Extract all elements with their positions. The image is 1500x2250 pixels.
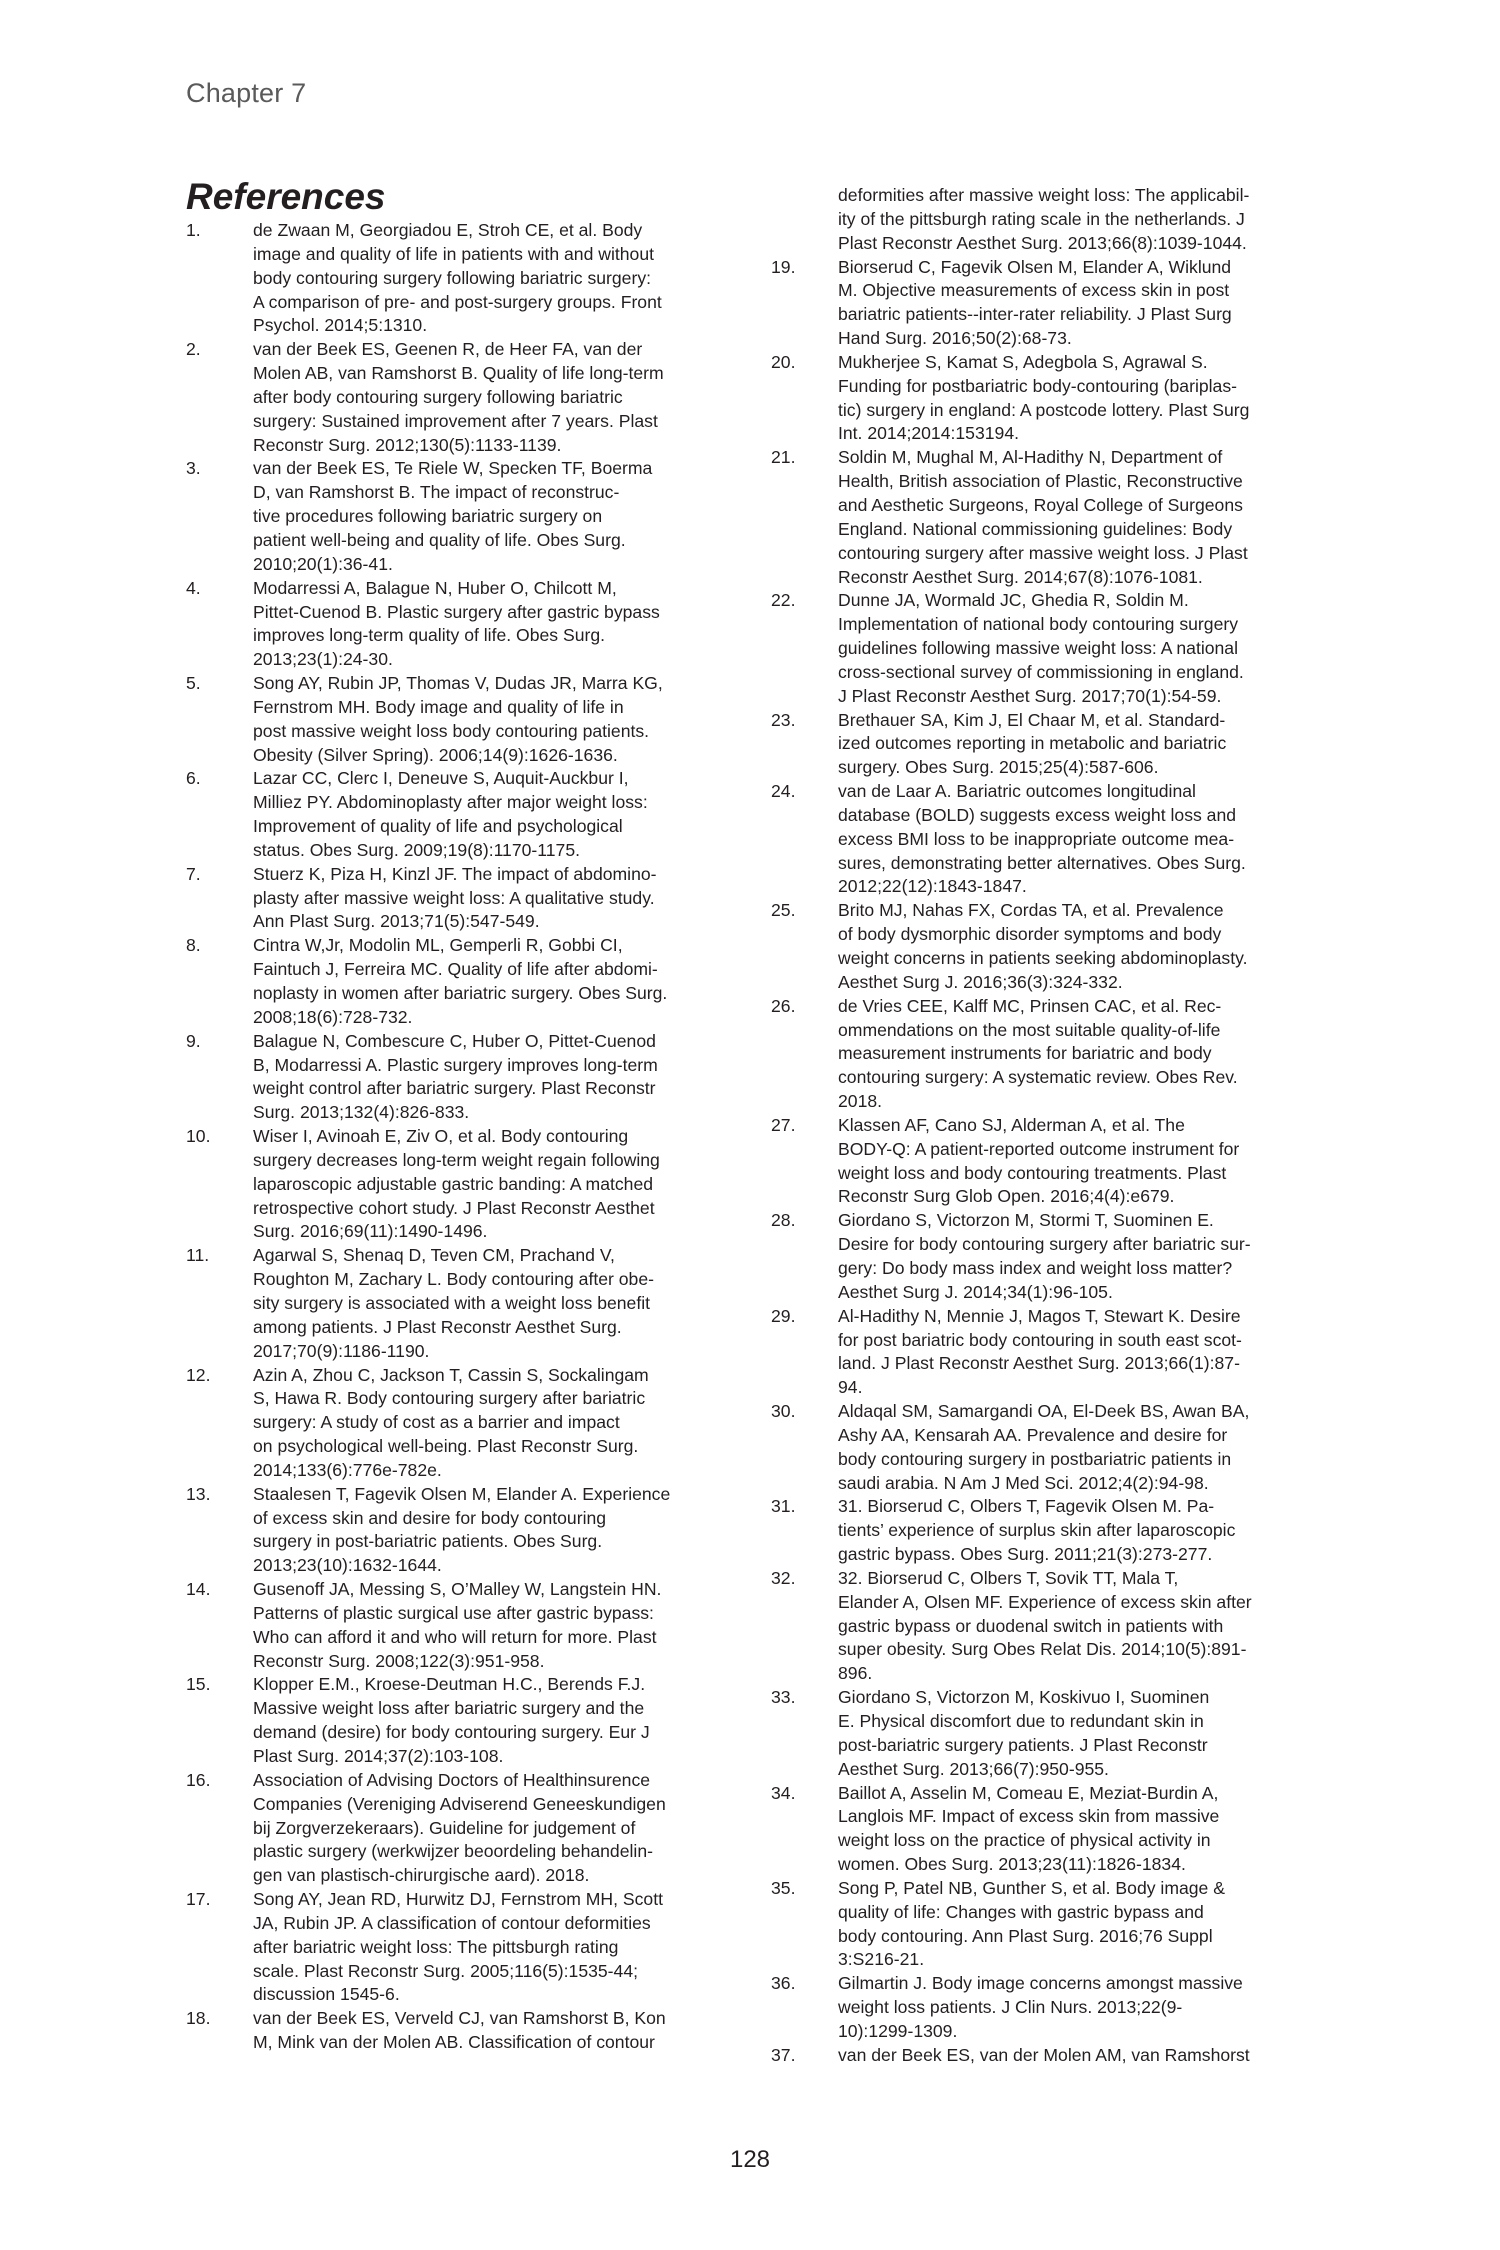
references-left-column [186,219,746,2055]
reference-text-line: Pittet-Cuenod B. Plastic surgery after gastric bypass [253,601,660,622]
reference-text-line: surgery in post-bariatric patients. Obes Surg. [253,1531,603,1552]
reference-text-line: Reconstr Aesthet Surg. 2014;67(8):1076-1081. [838,566,1203,587]
reference-entry [186,577,746,672]
reference-text-line: Reconstr Surg Glob Open. 2016;4(4):e679. [838,1186,1175,1207]
reference-entry [186,1244,746,1363]
reference-text-line: Int. 2014;2014:153194. [838,423,1019,444]
reference-text-line: contouring surgery: A systematic review. Obes Rev. [838,1067,1238,1088]
reference-text-line: super obesity. Surg Obes Relat Dis. 2014;10(5):891- [838,1639,1247,1660]
reference-entry [186,1769,746,1888]
reference-text-line: E. Physical discomfort due to redundant skin in [838,1711,1204,1731]
reference-entry [771,2044,1331,2068]
reference-text-line: status. Obes Surg. 2009;19(8):1170-1175. [253,839,580,860]
reference-text-line: noplasty in women after bariatric surgery. Obes Surg. [253,983,668,1003]
reference-number: 15. [186,1674,211,1695]
reference-text-line: quality of life: Changes with gastric bypass and [838,1901,1204,1922]
reference-number: 19. [771,256,796,277]
reference-text-line: tic) surgery in england: A postcode lottery. Plast Surg [838,399,1250,420]
reference-text-line: Association of Advising Doctors of Healthinsurence [253,1769,651,1790]
reference-number: 36. [771,1973,796,1994]
reference-text-line: J Plast Reconstr Aesthet Surg. 2017;70(1):54-59. [838,685,1222,706]
reference-number: 2. [186,339,201,360]
reference-entry [771,1400,1331,1495]
reference-text-line: Al-Hadithy N, Mennie J, Magos T, Stewart K. Desire [838,1305,1241,1326]
reference-number: 17. [186,1889,211,1910]
reference-number: 10. [186,1126,211,1147]
reference-text-line: Stuerz K, Piza H, Kinzl JF. The impact of abdomino- [253,863,657,884]
reference-entry [771,899,1331,994]
reference-number: 26. [771,995,796,1016]
reference-text-line: after bariatric weight loss: The pittsburgh rating [253,1936,619,1957]
reference-text-line: bij Zorgverzekeraars). Guideline for judgement of [253,1817,636,1838]
reference-number: 37. [771,2044,796,2065]
reference-number: 3. [186,458,201,479]
reference-text-line: van der Beek ES, van der Molen AM, van Ramshorst [838,2044,1250,2065]
reference-text-line: Plast Reconstr Aesthet Surg. 2013;66(8):1039-1044. [838,232,1247,253]
reference-text-line: Staalesen T, Fagevik Olsen M, Elander A. Experience [253,1483,671,1504]
reference-text-line: Gilmartin J. Body image concerns amongst massive [838,1973,1243,1994]
reference-text-line: image and quality of life in patients with and without [253,243,654,264]
reference-text-line: 2017;70(9):1186-1190. [253,1340,430,1361]
reference-text-line: Klassen AF, Cano SJ, Alderman A, et al. The [838,1114,1185,1135]
reference-text-line: surgery: Sustained improvement after 7 years. Plast [253,410,658,431]
reference-text-line: sity surgery is associated with a weight loss benefit [253,1292,651,1313]
reference-entry [771,1686,1331,1781]
reference-text-line: Faintuch J, Ferreira MC. Quality of life after abdomi- [253,959,658,980]
reference-text-line: Langlois MF. Impact of excess skin from massive [838,1806,1220,1827]
reference-text-line: 31. Biorserud C, Olbers T, Fagevik Olsen M. Pa- [838,1496,1215,1517]
reference-entry [186,457,746,576]
reference-text-line: excess BMI loss to be inappropriate outcome mea- [838,828,1235,849]
reference-text-line: S, Hawa R. Body contouring surgery after bariatric [253,1388,646,1409]
reference-number: 9. [186,1030,201,1051]
reference-text-line: plastic surgery (werkwijzer beoordeling behandelin- [253,1841,653,1862]
reference-text-line: Fernstrom MH. Body image and quality of life in [253,696,624,717]
reference-number: 23. [771,709,796,730]
reference-text-line: discussion 1545-6. [253,1984,400,2005]
reference-text-line: 896. [838,1663,873,1684]
reference-text-line: weight loss on the practice of physical activity in [838,1830,1211,1851]
reference-text-line: Baillot A, Asselin M, Comeau E, Meziat-Burdin A, [838,1782,1219,1803]
reference-text-line: women. Obes Surg. 2013;23(11):1826-1834. [838,1854,1186,1875]
reference-text-line: Modarressi A, Balague N, Huber O, Chilcott M, [253,577,617,598]
reference-entry [186,1578,746,1673]
reference-number: 34. [771,1782,796,1803]
reference-text-line: Patterns of plastic surgical use after gastric bypass: [253,1602,654,1623]
reference-text-line: Companies (Vereniging Adviserend Geneeskundigen [253,1793,666,1814]
reference-text-line: gen van plastisch-chirurgische aard). 2018. [253,1865,590,1886]
reference-text-line: Azin A, Zhou C, Jackson T, Cassin S, Sockalingam [253,1364,649,1385]
reference-text-line: 32. Biorserud C, Olbers T, Sovik TT, Mala T, [838,1567,1179,1588]
reference-text-line: B, Modarressi A. Plastic surgery improves long-term [253,1054,658,1075]
reference-entry [771,1567,1331,1686]
reference-text-line: measurement instruments for bariatric and body [838,1043,1212,1064]
reference-text-line: body contouring. Ann Plast Surg. 2016;76 Suppl [838,1925,1213,1946]
reference-entry [771,184,1331,256]
reference-text-line: Surg. 2016;69(11):1490-1496. [253,1221,488,1242]
reference-number: 13. [186,1483,211,1504]
reference-number: 8. [186,935,201,956]
reference-text-line: deformities after massive weight loss: The applicabil- [838,185,1250,205]
reference-text-line: after body contouring surgery following bariatric [253,386,623,407]
reference-text-line: of excess skin and desire for body contouring [253,1507,607,1528]
reference-text-line: surgery decreases long-term weight regain following [253,1149,660,1170]
reference-text-line: sures, demonstrating better alternatives. Obes Surg. [838,852,1246,873]
reference-text-line: Funding for postbariatric body-contouring (bariplas- [838,375,1237,396]
reference-entry [186,1888,746,2007]
reference-entry [771,1972,1331,2044]
reference-text-line: Song P, Patel NB, Gunther S, et al. Body image & [838,1877,1225,1898]
reference-number: 14. [186,1579,211,1600]
reference-entry [186,767,746,862]
reference-text-line: body contouring surgery in postbariatric patients in [838,1448,1232,1469]
reference-text-line: 2013;23(10):1632-1644. [253,1555,442,1576]
reference-text-line: Reconstr Surg. 2008;122(3):951-958. [253,1650,545,1671]
reference-text-line: weight loss patients. J Clin Nurs. 2013;22(9- [838,1997,1183,2018]
reference-number: 18. [186,2008,211,2029]
reference-text-line: Roughton M, Zachary L. Body contouring after obe- [253,1269,654,1290]
reference-text-line: D, van Ramshorst B. The impact of reconstruc- [253,482,620,503]
reference-text-line: bariatric patients--inter-rater reliability. J Plast Surg [838,304,1232,325]
reference-text-line: 2008;18(6):728-732. [253,1006,413,1027]
reference-text-line: M, Mink van der Molen AB. Classification of contour [253,2032,655,2053]
reference-text-line: van der Beek ES, Te Riele W, Specken TF, Boerma [253,458,653,479]
reference-entry [186,2007,746,2055]
reference-number: 31. [771,1496,796,1517]
reference-text-line: saudi arabia. N Am J Med Sci. 2012;4(2):94-98. [838,1472,1209,1493]
reference-entry [186,1030,746,1125]
reference-number: 33. [771,1687,796,1708]
reference-text-line: de Vries CEE, Kalff MC, Prinsen CAC, et al. Rec- [838,995,1222,1016]
reference-text-line: laparoscopic adjustable gastric banding: A matched [253,1173,654,1194]
reference-text-line: Cintra W,Jr, Modolin ML, Gemperli R, Gobbi CI, [253,935,623,956]
reference-text-line: Milliez PY. Abdominoplasty after major weight loss: [253,792,648,813]
reference-text-line: gastric bypass or duodenal switch in patients with [838,1615,1224,1636]
reference-text-line: improves long-term quality of life. Obes Surg. [253,625,606,646]
reference-entry [771,1877,1331,1972]
reference-text-line: Song AY, Jean RD, Hurwitz DJ, Fernstrom MH, Scott [253,1889,663,1910]
reference-text-line: body contouring surgery following bariatric surgery: [253,267,652,288]
reference-entry [771,589,1331,708]
reference-text-line: ity of the pittsburgh rating scale in the netherlands. J [838,208,1245,229]
reference-number: 22. [771,590,796,611]
reference-text-line: plasty after massive weight loss: A qualitative study. [253,887,655,908]
reference-entry [771,995,1331,1114]
references-heading: References [186,176,386,217]
reference-number: 28. [771,1210,796,1231]
reference-text-line: contouring surgery after massive weight loss. J Plast [838,542,1248,563]
reference-text-line: van der Beek ES, Verveld CJ, van Ramshorst B, Kon [253,2008,666,2029]
reference-text-line: retrospective cohort study. J Plast Reconstr Aesthet [253,1197,655,1218]
reference-text-line: on psychological well-being. Plast Reconstr Surg. [253,1436,639,1457]
reference-number: 29. [771,1305,796,1326]
reference-text-line: Brito MJ, Nahas FX, Cordas TA, et al. Prevalence [838,900,1224,921]
reference-entry [771,780,1331,899]
reference-number: 32. [771,1567,796,1588]
reference-entry [186,1483,746,1578]
reference-entry [186,1673,746,1768]
reference-number: 12. [186,1364,211,1385]
reference-entry [771,256,1331,351]
reference-text-line: van der Beek ES, Geenen R, de Heer FA, van der [253,339,643,360]
reference-text-line: land. J Plast Reconstr Aesthet Surg. 2013;66(1):87- [838,1353,1240,1374]
reference-text-line: guidelines following massive weight loss: A national [838,638,1238,659]
reference-entry [771,1305,1331,1400]
reference-text-line: 2014;133(6):776e-782e. [253,1459,442,1480]
reference-text-line: weight loss and body contouring treatments. Plast [838,1162,1227,1183]
reference-text-line: 2012;22(12):1843-1847. [838,876,1027,897]
reference-entry [186,219,746,338]
reference-text-line: Aesthet Surg J. 2016;36(3):324-332. [838,971,1123,992]
reference-number: 7. [186,863,201,884]
reference-text-line: cross-sectional survey of commissioning in england. [838,661,1244,682]
reference-text-line: Ashy AA, Kensarah AA. Prevalence and desire for [838,1424,1228,1445]
reference-number: 5. [186,673,201,694]
reference-number: 4. [186,577,201,598]
reference-text-line: gastric bypass. Obes Surg. 2011;21(3):273-277. [838,1544,1213,1565]
reference-text-line: surgery: A study of cost as a barrier and impact [253,1412,620,1433]
reference-entry [771,446,1331,589]
reference-text-line: Massive weight loss after bariatric surgery and the [253,1698,645,1719]
reference-number: 21. [771,447,796,468]
reference-text-line: Soldin M, Mughal M, Al-Hadithy N, Department of [838,447,1223,468]
reference-text-line: patient well-being and quality of life. Obes Surg. [253,529,626,550]
reference-text-line: Giordano S, Victorzon M, Stormi T, Suominen E. [838,1210,1214,1231]
reference-number: 20. [771,351,796,372]
reference-number: 24. [771,781,796,802]
page-number: 128 [729,2146,771,2173]
reference-text-line: Lazar CC, Clerc I, Deneuve S, Auquit-Auckbur I, [253,768,629,789]
reference-text-line: A comparison of pre- and post-surgery groups. Front [253,291,662,312]
reference-text-line: 2010;20(1):36-41. [253,553,393,574]
reference-number: 30. [771,1401,796,1422]
reference-text-line: England. National commissioning guidelines: Body [838,518,1233,539]
reference-text-line: scale. Plast Reconstr Surg. 2005;116(5):1535-44; [253,1960,639,1981]
reference-text-line: ized outcomes reporting in metabolic and bariatric [838,733,1227,754]
reference-text-line: tients’ experience of surplus skin after laparoscopic [838,1520,1236,1541]
references-right-column [771,184,1331,2068]
reference-text-line: demand (desire) for body contouring surgery. Eur J [253,1722,650,1743]
chapter-header: Chapter 7 [186,78,307,108]
reference-text-line: 2013;23(1):24-30. [253,649,393,670]
reference-text-line: Implementation of national body contouring surgery [838,614,1239,635]
reference-number: 27. [771,1114,796,1135]
reference-text-line: Song AY, Rubin JP, Thomas V, Dudas JR, Marra KG, [253,673,663,694]
reference-text-line: of body dysmorphic disorder symptoms and body [838,924,1222,945]
reference-entry [186,1364,746,1483]
reference-entry [186,1125,746,1244]
reference-text-line: among patients. J Plast Reconstr Aesthet Surg. [253,1316,622,1337]
reference-text-line: surgery. Obes Surg. 2015;25(4):587-606. [838,757,1159,778]
reference-number: 25. [771,900,796,921]
reference-text-line: van de Laar A. Bariatric outcomes longitudinal [838,781,1196,802]
reference-text-line: Brethauer SA, Kim J, El Chaar M, et al. Standard- [838,709,1226,730]
reference-text-line: Mukherjee S, Kamat S, Adegbola S, Agrawal S. [838,351,1208,372]
reference-text-line: weight control after bariatric surgery. Plast Reconstr [253,1078,656,1099]
reference-text-line: and Aesthetic Surgeons, Royal College of Surgeons [838,494,1243,515]
reference-text-line: weight concerns in patients seeking abdominoplasty. [838,948,1248,968]
reference-text-line: 10):1299-1309. [838,2020,958,2041]
reference-entry [771,709,1331,781]
reference-text-line: 3:S216-21. [838,1949,925,1970]
reference-text-line: Elander A, Olsen MF. Experience of excess skin after [838,1591,1252,1612]
reference-text-line: Surg. 2013;132(4):826-833. [253,1102,470,1123]
reference-entry [771,1114,1331,1209]
reference-entry [771,351,1331,446]
reference-text-line: JA, Rubin JP. A classification of contour deformities [253,1912,651,1933]
reference-text-line: Gusenoff JA, Messing S, O’Malley W, Langstein HN. [253,1579,662,1600]
reference-entry [771,1782,1331,1877]
reference-text-line: Biorserud C, Fagevik Olsen M, Elander A, Wiklund [838,256,1232,277]
reference-number: 1. [186,220,201,240]
reference-text-line: Aesthet Surg. 2013;66(7):950-955. [838,1758,1109,1779]
reference-text-line: database (BOLD) suggests excess weight loss and [838,804,1237,825]
reference-text-line: Plast Surg. 2014;37(2):103-108. [253,1746,504,1766]
reference-text-line: gery: Do body mass index and weight loss matter? [838,1257,1233,1278]
reference-entry [186,338,746,457]
reference-text-line: 2018. [838,1091,883,1112]
reference-text-line: Klopper E.M., Kroese-Deutman H.C., Berends F.J. [253,1674,646,1695]
reference-text-line: post massive weight loss body contouring patients. [253,720,650,741]
reference-text-line: Hand Surg. 2016;50(2):68-73. [838,328,1072,349]
reference-text-line: for post bariatric body contouring in south east scot- [838,1329,1242,1350]
reference-entry [186,672,746,767]
reference-number: 16. [186,1769,211,1790]
reference-text-line: Desire for body contouring surgery after bariatric sur- [838,1234,1251,1255]
reference-text-line: Health, British association of Plastic, Reconstructive [838,471,1243,492]
reference-text-line: Wiser I, Avinoah E, Ziv O, et al. Body contouring [253,1126,629,1147]
reference-text-line: 94. [838,1377,863,1398]
reference-text-line: Obesity (Silver Spring). 2006;14(9):1626-1636. [253,744,618,765]
reference-text-line: Who can afford it and who will return for more. Plast [253,1626,657,1647]
reference-text-line: Agarwal S, Shenaq D, Teven CM, Prachand V, [253,1245,615,1266]
reference-number: 35. [771,1877,796,1898]
reference-entry [771,1209,1331,1304]
reference-text-line: de Zwaan M, Georgiadou E, Stroh CE, et al. Body [253,220,643,240]
reference-entry [771,1495,1331,1567]
reference-text-line: Psychol. 2014;5:1310. [253,315,428,336]
reference-text-line: Aesthet Surg J. 2014;34(1):96-105. [838,1281,1113,1302]
reference-text-line: Improvement of quality of life and psychological [253,816,623,837]
reference-text-line: Balague N, Combescure C, Huber O, Pittet-Cuenod [253,1030,656,1051]
reference-number: 11. [186,1245,210,1266]
reference-text-line: tive procedures following bariatric surgery on [253,506,603,527]
reference-entry [186,934,746,1029]
reference-text-line: Ann Plast Surg. 2013;71(5):547-549. [253,911,540,932]
reference-text-line: Giordano S, Victorzon M, Koskivuo I, Suominen [838,1687,1210,1708]
reference-text-line: ommendations on the most suitable quality-of-life [838,1019,1221,1040]
reference-text-line: Dunne JA, Wormald JC, Ghedia R, Soldin M. [838,590,1189,611]
reference-entry [186,863,746,935]
reference-number: 6. [186,768,201,789]
reference-text-line: M. Objective measurements of excess skin in post [838,280,1230,301]
reference-text-line: Aldaqal SM, Samargandi OA, El-Deek BS, Awan BA, [838,1401,1250,1422]
reference-text-line: post-bariatric surgery patients. J Plast Reconstr [838,1734,1208,1755]
reference-text-line: BODY-Q: A patient-reported outcome instrument for [838,1138,1240,1159]
reference-text-line: Molen AB, van Ramshorst B. Quality of life long-term [253,363,664,384]
reference-text-line: Reconstr Surg. 2012;130(5):1133-1139. [253,434,562,455]
